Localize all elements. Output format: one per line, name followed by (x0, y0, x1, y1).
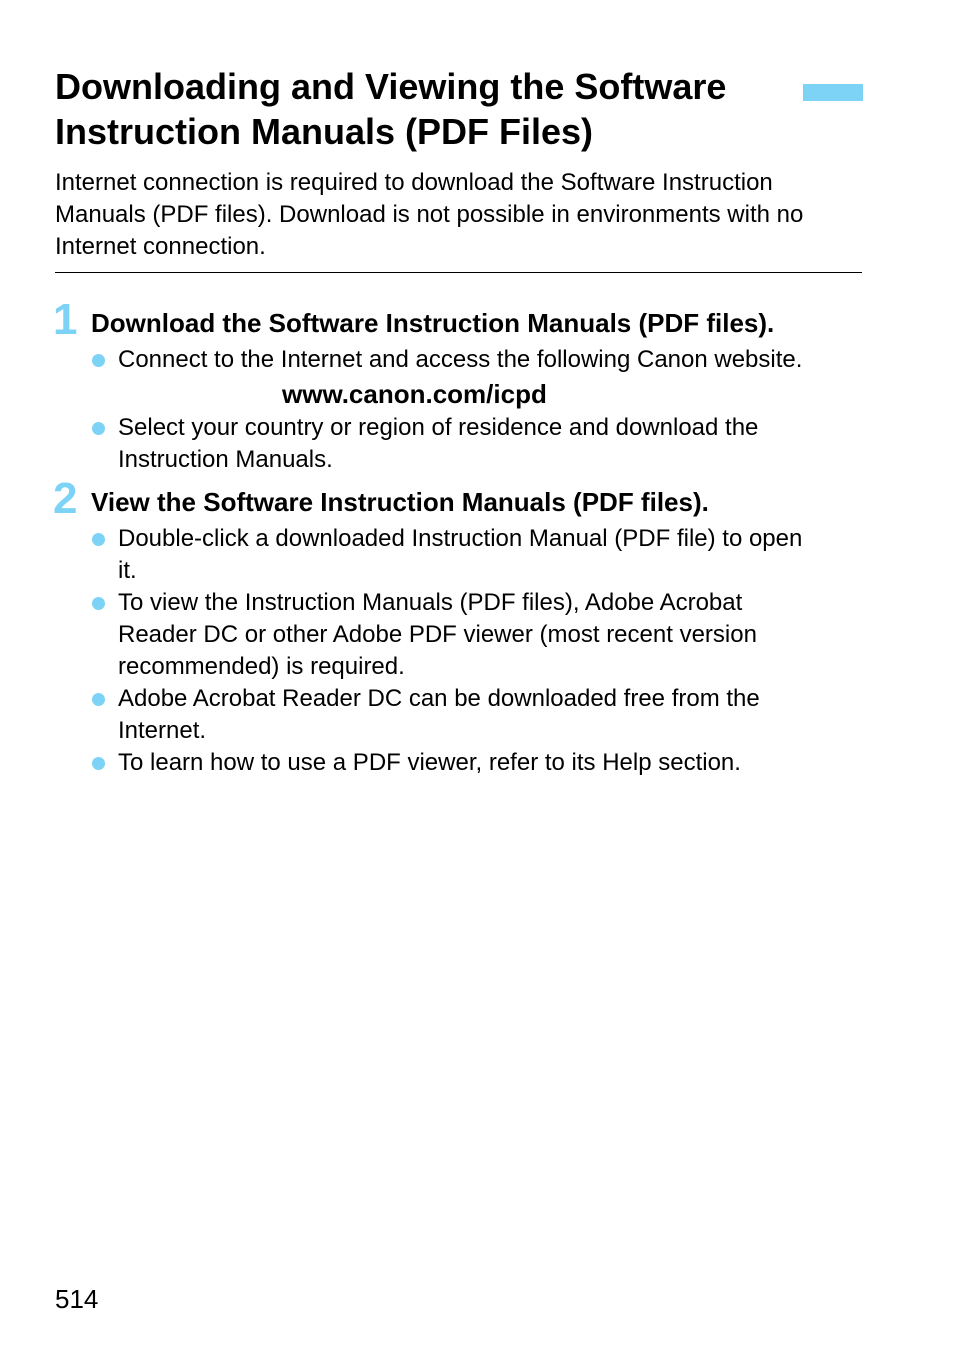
list-item-line: Internet. (118, 717, 207, 744)
step-1-title: Download the Software Instruction Manuals (PDF files). (91, 308, 775, 338)
section-marker (803, 84, 863, 101)
bullet-dot-icon (92, 354, 105, 367)
intro-paragraph (55, 167, 865, 263)
list-item-line: Adobe Acrobat Reader DC can be downloaded free from the (118, 685, 760, 712)
list-item-line: Instruction Manuals. (118, 446, 333, 473)
page-title (55, 64, 795, 154)
section-divider (55, 272, 862, 273)
intro-line: Manuals (PDF files). Download is not possible in environments with no (55, 201, 804, 228)
list-item-text (118, 412, 758, 476)
list-item-text (118, 747, 741, 779)
list-item-text (118, 587, 757, 683)
page-number: 514 (55, 1284, 99, 1314)
list-item-line: it. (118, 557, 137, 584)
list-item-line: Select your country or region of residence and download the (118, 414, 759, 441)
list-item-line: Connect to the Internet and access the following Canon website. (118, 346, 803, 373)
bullet-dot-icon (92, 597, 105, 610)
list-item-text (118, 683, 760, 747)
list-item-line: To learn how to use a PDF viewer, refer to its Help section. (118, 749, 741, 776)
list-item-text (118, 523, 802, 587)
page-title-line-2: Instruction Manuals (PDF Files) (55, 111, 594, 152)
step-2-title: View the Software Instruction Manuals (PDF files). (91, 487, 709, 517)
intro-line: Internet connection is required to download the Software Instruction (55, 169, 773, 196)
intro-line: Internet connection. (55, 233, 266, 260)
canon-website-url[interactable]: www.canon.com/icpd (282, 379, 547, 409)
step-number-1: 1 (53, 295, 78, 344)
list-item-text (118, 344, 802, 376)
list-item-line: To view the Instruction Manuals (PDF files), Adobe Acrobat (118, 589, 743, 616)
list-item-line: recommended) is required. (118, 653, 405, 680)
bullet-dot-icon (92, 533, 105, 546)
list-item-line: Reader DC or other Adobe PDF viewer (most recent version (118, 621, 757, 648)
page-title-line-1: Downloading and Viewing the Software (55, 66, 727, 107)
bullet-dot-icon (92, 422, 105, 435)
step-number-2: 2 (53, 474, 78, 523)
bullet-dot-icon (92, 693, 105, 706)
list-item-line: Double-click a downloaded Instruction Manual (PDF file) to open (118, 525, 803, 552)
bullet-dot-icon (92, 757, 105, 770)
